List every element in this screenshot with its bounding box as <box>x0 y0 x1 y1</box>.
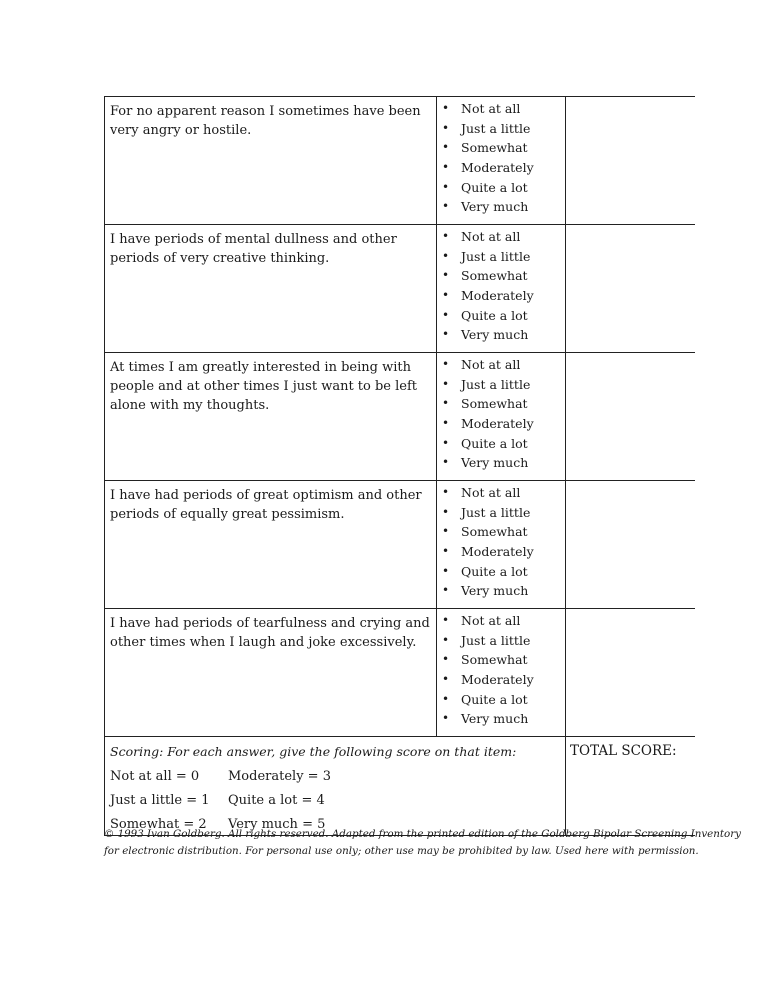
option-label: Just a little <box>461 504 531 520</box>
question-text: I have had periods of tearfulness and crying and other times when I laugh and joke excessively. <box>105 609 437 737</box>
options-list <box>437 483 565 601</box>
option-item[interactable] <box>437 197 565 217</box>
option-item[interactable] <box>437 178 565 198</box>
option-label: Quite a lot <box>461 435 528 451</box>
option-label: Moderately <box>461 544 534 560</box>
option-item[interactable] <box>437 247 565 267</box>
option-label: Very much <box>461 711 529 727</box>
question-text: For no apparent reason I sometimes have been very angry or hostile. <box>105 97 437 225</box>
option-label: Not at all <box>461 485 521 500</box>
question-row <box>105 97 696 225</box>
score-value: Just a little = 1 <box>110 793 210 808</box>
option-item[interactable] <box>437 286 565 306</box>
option-item[interactable] <box>437 503 565 523</box>
bullet-icon: • <box>442 396 450 411</box>
option-item[interactable] <box>437 522 565 542</box>
option-item[interactable] <box>437 375 565 395</box>
total-score-label: TOTAL SCORE: <box>570 743 677 759</box>
item-score-cell[interactable] <box>566 481 696 609</box>
option-label: Quite a lot <box>461 691 528 707</box>
score-value: Very much = 5 <box>228 817 326 832</box>
option-label: Somewhat <box>461 140 528 156</box>
bullet-icon: • <box>442 357 450 371</box>
option-label: Very much <box>461 455 529 471</box>
answer-options <box>437 481 566 609</box>
option-item[interactable] <box>437 709 565 729</box>
inventory-sheet <box>104 96 682 836</box>
question-row <box>105 609 696 737</box>
option-item[interactable] <box>437 138 565 158</box>
option-label: Not at all <box>461 229 521 244</box>
options-list <box>437 227 565 345</box>
option-item[interactable] <box>437 227 565 247</box>
option-item[interactable] <box>437 453 565 473</box>
option-label: Very much <box>461 583 529 599</box>
option-label: Very much <box>461 327 529 343</box>
scoring-cell <box>105 737 566 836</box>
bullet-icon: • <box>442 229 450 243</box>
option-item[interactable] <box>437 650 565 670</box>
option-label: Just a little <box>461 120 531 136</box>
bullet-icon: • <box>442 583 450 598</box>
bullet-icon: • <box>442 455 450 470</box>
bullet-icon: • <box>442 288 450 303</box>
bullet-icon: • <box>442 307 450 322</box>
option-item[interactable] <box>437 266 565 286</box>
options-list <box>437 99 565 217</box>
options-list <box>437 611 565 729</box>
score-grid <box>110 767 559 835</box>
option-item[interactable] <box>437 325 565 345</box>
bullet-icon: • <box>442 711 450 726</box>
bullet-icon: • <box>442 416 450 431</box>
bullet-icon: • <box>442 613 450 627</box>
option-label: Just a little <box>461 632 531 648</box>
option-label: Quite a lot <box>461 307 528 323</box>
option-label: Somewhat <box>461 652 528 668</box>
question-row <box>105 481 696 609</box>
option-label: Moderately <box>461 416 534 432</box>
option-label: Quite a lot <box>461 179 528 195</box>
option-label: Not at all <box>461 613 521 628</box>
option-item[interactable] <box>437 306 565 326</box>
copyright-notice <box>104 826 741 859</box>
option-label: Somewhat <box>461 524 528 540</box>
bullet-icon: • <box>442 524 450 539</box>
option-item[interactable] <box>437 394 565 414</box>
score-value: Somewhat = 2 <box>110 817 207 832</box>
bullet-icon: • <box>442 652 450 667</box>
answer-options <box>437 97 566 225</box>
option-label: Quite a lot <box>461 563 528 579</box>
option-label: Moderately <box>461 288 534 304</box>
bullet-icon: • <box>442 199 450 214</box>
option-item[interactable] <box>437 158 565 178</box>
option-item[interactable] <box>437 562 565 582</box>
question-text: At times I am greatly interested in being with people and at other times I just want to be left alone with my thoughts. <box>105 353 437 481</box>
bullet-icon: • <box>442 376 450 391</box>
option-label: Just a little <box>461 248 531 264</box>
option-label: Just a little <box>461 376 531 392</box>
answer-options <box>437 609 566 737</box>
option-label: Not at all <box>461 101 521 116</box>
option-item[interactable] <box>437 670 565 690</box>
bullet-icon: • <box>442 248 450 263</box>
option-item[interactable] <box>437 99 565 119</box>
bullet-icon: • <box>442 101 450 115</box>
bullet-icon: • <box>442 268 450 283</box>
scoring-title: Scoring: For each answer, give the following score on that item: <box>110 744 517 759</box>
bullet-icon: • <box>442 485 450 499</box>
item-score-cell[interactable] <box>566 609 696 737</box>
option-item[interactable] <box>437 542 565 562</box>
item-score-cell[interactable] <box>566 97 696 225</box>
bullet-icon: • <box>442 632 450 647</box>
option-item[interactable] <box>437 631 565 651</box>
item-score-cell[interactable] <box>566 353 696 481</box>
question-row <box>105 353 696 481</box>
option-label: Not at all <box>461 357 521 372</box>
bullet-icon: • <box>442 672 450 687</box>
bullet-icon: • <box>442 544 450 559</box>
answer-options <box>437 225 566 353</box>
option-item[interactable] <box>437 414 565 434</box>
option-label: Moderately <box>461 672 534 688</box>
bullet-icon: • <box>442 120 450 135</box>
bullet-icon: • <box>442 691 450 706</box>
option-label: Moderately <box>461 160 534 176</box>
option-item[interactable] <box>437 119 565 139</box>
total-score-cell[interactable] <box>566 737 696 836</box>
scoring-row <box>105 737 696 836</box>
score-value: Quite a lot = 4 <box>228 793 325 808</box>
question-text: I have had periods of great optimism and other periods of equally great pessimism. <box>105 481 437 609</box>
bullet-icon: • <box>442 179 450 194</box>
options-list <box>437 355 565 473</box>
bullet-icon: • <box>442 327 450 342</box>
option-item[interactable] <box>437 690 565 710</box>
option-label: Very much <box>461 199 529 215</box>
option-label: Somewhat <box>461 268 528 284</box>
item-score-cell[interactable] <box>566 225 696 353</box>
option-label: Somewhat <box>461 396 528 412</box>
bullet-icon: • <box>442 504 450 519</box>
copyright-line-1: © 1993 Ivan Goldberg. All rights reserved. Adapted from the printed edition of the Goldberg Bipolar Screening Inventory <box>104 828 741 840</box>
option-item[interactable] <box>437 483 565 503</box>
question-text: I have periods of mental dullness and other periods of very creative thinking. <box>105 225 437 353</box>
option-item[interactable] <box>437 581 565 601</box>
answer-options <box>437 353 566 481</box>
copyright-line-2: for electronic distribution. For personal use only; other use may be prohibited by law. Used here with permission. <box>104 844 699 857</box>
bullet-icon: • <box>442 435 450 450</box>
question-row <box>105 225 696 353</box>
bullet-icon: • <box>442 140 450 155</box>
option-item[interactable] <box>437 355 565 375</box>
score-value: Moderately = 3 <box>228 769 331 784</box>
score-value: Not at all = 0 <box>110 769 200 784</box>
bullet-icon: • <box>442 563 450 578</box>
bullet-icon: • <box>442 160 450 175</box>
inventory-table <box>104 96 695 836</box>
option-item[interactable] <box>437 611 565 631</box>
option-item[interactable] <box>437 434 565 454</box>
